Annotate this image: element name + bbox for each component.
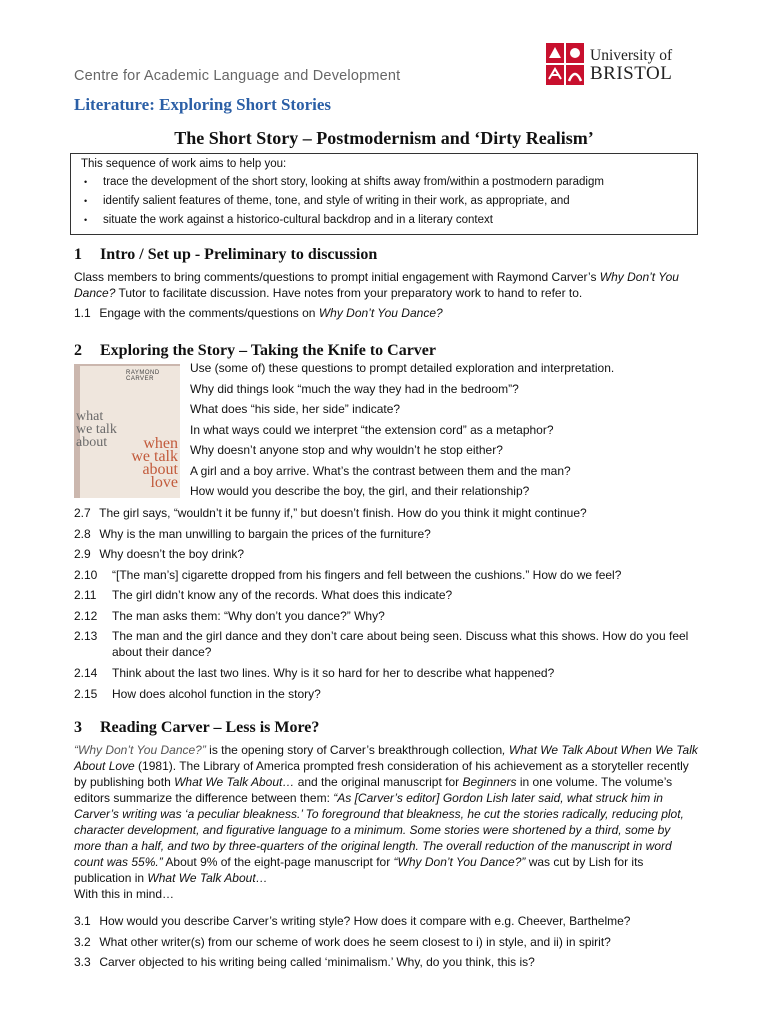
section-number: 3 [74,719,82,736]
para-text: Class members to bring comments/questions to prompt initial engagement with Raymond Carver’s [74,270,600,284]
question-row [74,546,704,567]
question-row [74,665,704,686]
question-number: 3.3 [74,955,91,969]
question-number: 2.14 [74,666,98,680]
section-1-paragraph [74,269,700,301]
section-title: Reading Carver – Less is More? [100,719,320,736]
book-title-ref: What We Talk About… [147,871,268,885]
university-logo [546,43,696,87]
book-title [131,437,178,489]
ghost-text: what we talk about [76,409,117,450]
question-text: Why is the man unwilling to bargain the prices of the furniture? [99,526,431,541]
question-text: The man asks them: “Why don’t you dance?” Why? [112,608,385,623]
question-row [74,608,704,629]
side-line: A girl and a boy arrive. What’s the contrast between them and the man? [190,463,571,478]
question-text: Engage with the comments/questions on [99,306,319,320]
para-text: was cut by Lish for its publication in [74,855,644,885]
question-row [74,628,704,665]
question-text: How does alcohol function in the story? [112,686,321,701]
question-row [74,526,704,547]
question-number: 2.7 [74,506,91,520]
para-text: is the opening story of Carver’s breakthrough collection [205,743,503,757]
question-text: What other writer(s) from our scheme of work does he seem closest to i) in style, and ii) in spirit? [99,934,611,949]
aims-item: • identify salient features of theme, tone, and style of writing in their work, as appropriate, and [81,192,697,211]
book-cover-image [74,364,180,498]
story-title: “Why Don’t You Dance?” [393,855,526,869]
side-line: Use (some of) these questions to prompt detailed exploration and interpretation. [190,361,615,375]
logo-line1: University of [590,47,673,64]
question-number: 2.15 [74,686,98,701]
book-title-ghost [76,410,117,449]
book-title-text: when we talk about love [131,435,178,491]
aims-item: • trace the development of the short story, looking at shifts away from/within a postmodern paradigm [81,173,697,192]
question-text: The girl didn’t know any of the records. What does this indicate? [112,588,453,602]
aims-box [70,153,698,235]
question-italic: Why Don’t You Dance? [318,306,443,320]
section-title: Intro / Set up - Preliminary to discussion [100,246,378,263]
question-number: 2.11 [74,588,97,602]
question-row [74,505,704,526]
question-text: Carver objected to his writing being called ‘minimalism.’ Why, do you think, this is? [99,955,535,969]
para-text: About 9% of the eight-page manuscript for [162,855,394,869]
question-1-1 [74,305,700,321]
para-text: and the original manuscript for [294,775,463,789]
question-row [74,587,704,608]
side-line: What does “his side, her side” indicate? [190,402,401,416]
question-text: “[The man’s] cigarette dropped from his fingers and fell between the cushions.” How do we feel? [112,567,622,582]
section-3-questions [74,913,704,975]
question-text: How would you describe Carver’s writing style? How does it compare with e.g. Cheever, Barthelme? [99,914,631,928]
question-text: Think about the last two lines. Why is it so hard for her to describe what happened? [112,666,555,680]
section-2-heading [74,342,436,360]
aims-intro: This sequence of work aims to help you: [81,158,287,170]
question-number: 3.2 [74,934,91,949]
question-text: Why doesn’t the boy drink? [99,547,245,561]
question-text: The girl says, “wouldn’t it be funny if,” but doesn’t finish. How do you think it might continue? [99,506,587,520]
story-title: “Why Don’t You Dance?” [74,743,206,757]
page-title: The Short Story – Postmodernism and ‘Dirty Realism’ [174,128,594,148]
question-number: 2.9 [74,547,91,561]
section-number: 2 [74,342,82,359]
aims-list [81,173,697,230]
section-number: 1 [74,246,82,263]
book-author: RAYMOND CARVER [126,370,160,382]
section-1-heading [74,246,377,264]
section-2-questions [74,505,704,706]
collection-title: , What We Talk About When We Talk About Love [74,743,698,773]
question-row [74,934,704,955]
section-3-paragraph [74,742,700,902]
book-title-ref: Beginners [462,775,517,789]
quotation: “As [Carver’s editor] Gordon Lish later said, what struck him in Carver’s writing was ‘a peculiar bleakness.’ To foreground that bleakness, he cut the stories radically, reducing plot, character development, and figurative language to a minimum. Some stories were shortened by a third, some by more than a half, and two by three-quarters of the original length. The overall reduction of the manuscript in word count was 55%.” [74,791,684,869]
aims-item: • situate the work against a historico-cultural backdrop and in a literary context [81,211,697,230]
question-number: 1.1 [74,306,91,320]
section-title: Exploring the Story – Taking the Knife to Carver [100,342,437,359]
para-italic: Why Don’t You Dance? [74,270,679,300]
question-number: 2.8 [74,526,91,541]
bristol-crest-icon [546,43,586,87]
question-row [74,913,704,934]
question-number: 2.13 [74,629,98,643]
question-row [74,567,704,588]
side-line: Why did things look “much the way they had in the bedroom”? [190,381,519,396]
course-subtitle: Literature: Exploring Short Stories [74,95,332,114]
book-title-ref: What We Talk About… [174,775,295,789]
side-line: In what ways could we interpret “the extension cord” as a metaphor? [190,422,554,437]
side-line: How would you describe the boy, the girl, and their relationship? [190,484,530,498]
para-text: (1981). The Library of America prompted fresh consideration of his achievement as a storyteller recently by publishing both [74,759,689,789]
para-text: Tutor to facilitate discussion. Have notes from your preparatory work to hand to refer to. [115,286,583,300]
para-text: in one volume. The volume’s editors summarize the difference between them: [74,775,673,805]
para-closing: With this in mind… [74,887,175,901]
logo-line2: BRISTOL [590,63,673,84]
logo-wordmark [590,47,672,83]
centre-name: Centre for Academic Language and Development [74,68,401,84]
section-3-heading [74,719,319,737]
question-row [74,686,704,707]
question-number: 3.1 [74,914,91,928]
question-text: The man and the girl dance and they don’t care about being seen. Discuss what this shows. How do you feel about their dance? [112,629,689,659]
side-line: Why doesn’t anyone stop and why wouldn’t he stop either? [190,443,503,457]
question-number: 2.10 [74,567,98,582]
question-row [74,954,704,975]
side-questions [190,360,700,504]
question-number: 2.12 [74,608,98,623]
